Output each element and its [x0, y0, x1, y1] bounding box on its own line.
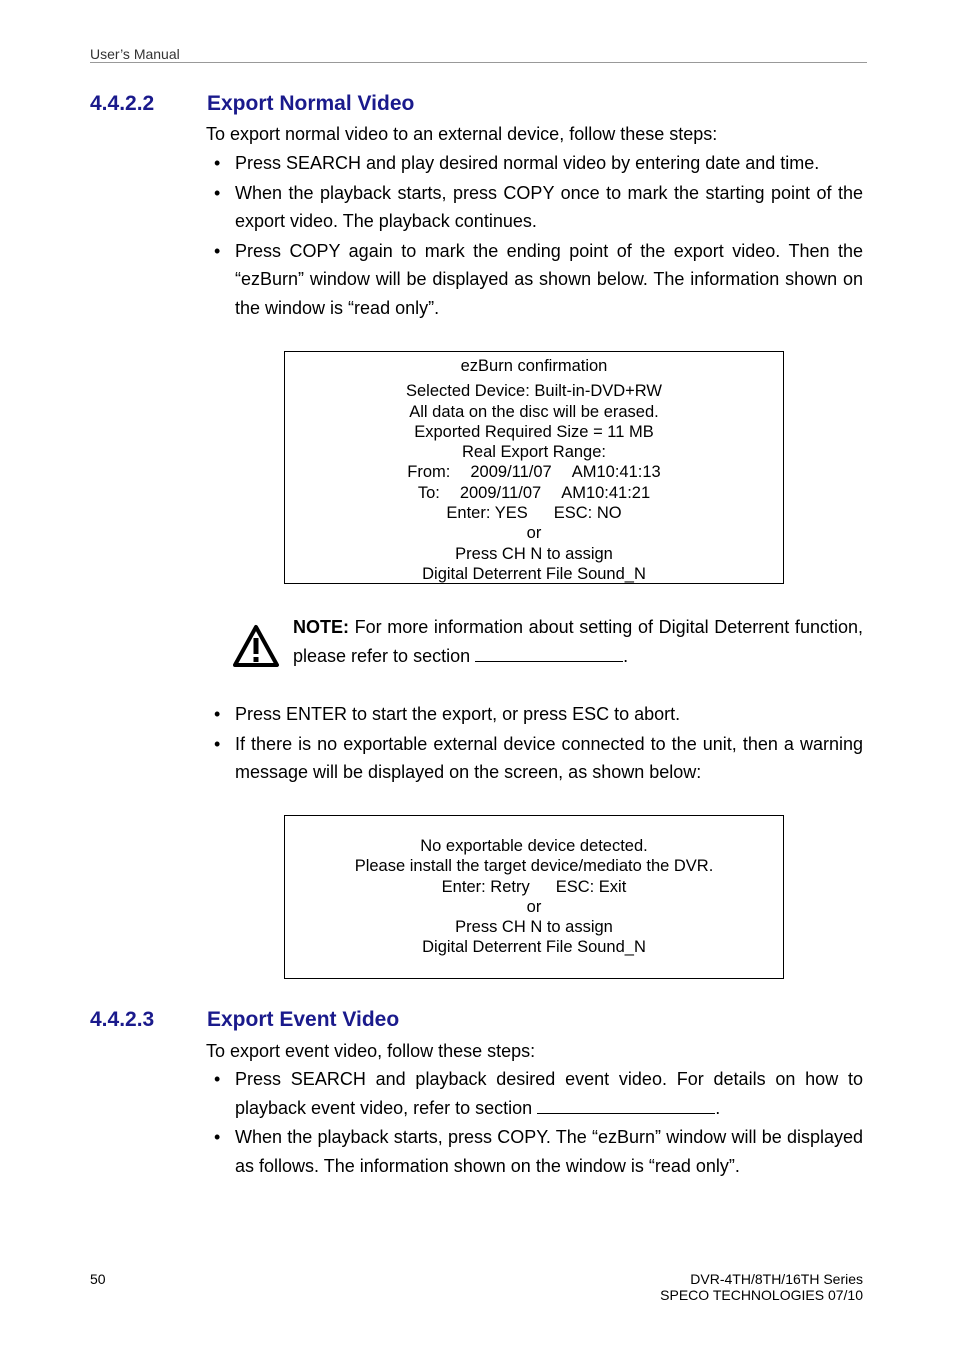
- or-label: or: [526, 897, 542, 916]
- range-from: From: 2009/11/07 AM10:41:13: [407, 463, 661, 482]
- no-device-warning-box: [284, 815, 784, 979]
- section-number: 4.4.2.3: [90, 1008, 155, 1031]
- bullet-icon: •: [214, 1127, 221, 1147]
- bullet-icon: •: [214, 733, 221, 754]
- bullet-icon: •: [214, 240, 221, 261]
- sound-file: Digital Deterrent File Sound_N: [422, 938, 646, 957]
- bullet-icon: •: [214, 153, 221, 173]
- required-size: Exported Required Size = 11 MB: [414, 422, 654, 441]
- note-text: For more information about setting of Digital Deterrent function, please refer to section: [293, 617, 863, 666]
- section-title: Export Normal Video: [207, 92, 415, 115]
- note-label: NOTE:: [293, 617, 349, 637]
- warning-triangle-icon: [232, 624, 280, 668]
- box-title: ezBurn confirmation: [460, 357, 608, 375]
- page-number: 50: [90, 1271, 106, 1287]
- company-date: SPECO TECHNOLOGIES 07/10: [660, 1287, 863, 1303]
- section-intro: To export normal video to an external device, follow these steps:: [206, 124, 718, 144]
- header-divider: [90, 62, 867, 63]
- sound-file: Digital Deterrent File Sound_N: [422, 564, 646, 583]
- range-to: To: 2009/11/07 AM10:41:21: [417, 483, 651, 502]
- list-item: • Press SEARCH and play desired normal video by entering date and time.: [206, 149, 863, 178]
- running-header: User’s Manual: [90, 46, 180, 62]
- footer-info: [660, 1271, 863, 1303]
- bullet-icon: •: [214, 1069, 221, 1089]
- list-item: • When the playback starts, press COPY once to mark the starting point of the export video. The playback continues.: [206, 179, 863, 236]
- bullet-icon: •: [214, 182, 221, 203]
- section-title: Export Event Video: [207, 1008, 400, 1031]
- key-options: Enter: YES ESC: NO: [446, 504, 622, 523]
- section-heading-export-normal: [90, 92, 790, 120]
- section-reference-blank: [475, 647, 623, 662]
- list-item: • Press COPY again to mark the ending point of the export video. Then the “ezBurn” window will be displayed as shown below. The information shown on the window is “read only”.: [206, 237, 863, 323]
- assign-instruction: Press CH N to assign: [455, 918, 613, 937]
- warning-line-1: No exportable device detected.: [420, 837, 648, 855]
- section-heading-export-event: [90, 1008, 790, 1036]
- note-paragraph: NOTE: For more information about setting of Digital Deterrent function, please refer to section .: [293, 617, 863, 666]
- list-item: • Press SEARCH and playback desired event video. For details on how to playback event video, refer to section .: [206, 1065, 863, 1122]
- selected-device: Selected Device: Built-in-DVD+RW: [406, 382, 662, 401]
- key-options: Enter: Retry ESC: Exit: [441, 877, 627, 896]
- list-item: • Press ENTER to start the export, or press ESC to abort.: [206, 700, 863, 729]
- bullet-icon: •: [214, 704, 221, 724]
- section-intro: To export event video, follow these steps:: [206, 1041, 536, 1061]
- ezburn-confirmation-box: [284, 351, 784, 584]
- steps-list: [206, 149, 863, 323]
- range-label: Real Export Range:: [462, 443, 606, 462]
- steps-list-continued: [206, 700, 863, 788]
- list-item: • If there is no exportable external device connected to the unit, then a warning message will be displayed on the screen, as shown below:: [206, 730, 863, 787]
- or-label: or: [526, 524, 542, 543]
- section-reference-blank: [537, 1099, 715, 1114]
- warning-line-2: Please install the target device/mediato the DVR.: [354, 857, 714, 876]
- section-number: 4.4.2.2: [90, 92, 155, 115]
- event-steps-list: [206, 1065, 863, 1181]
- erase-warning: All data on the disc will be erased.: [409, 402, 659, 421]
- assign-instruction: Press CH N to assign: [455, 544, 613, 563]
- product-series: DVR-4TH/8TH/16TH Series: [690, 1271, 863, 1287]
- list-item: • When the playback starts, press COPY. The “ezBurn” window will be displayed as follows. The information shown on the window is “read only”.: [206, 1123, 863, 1180]
